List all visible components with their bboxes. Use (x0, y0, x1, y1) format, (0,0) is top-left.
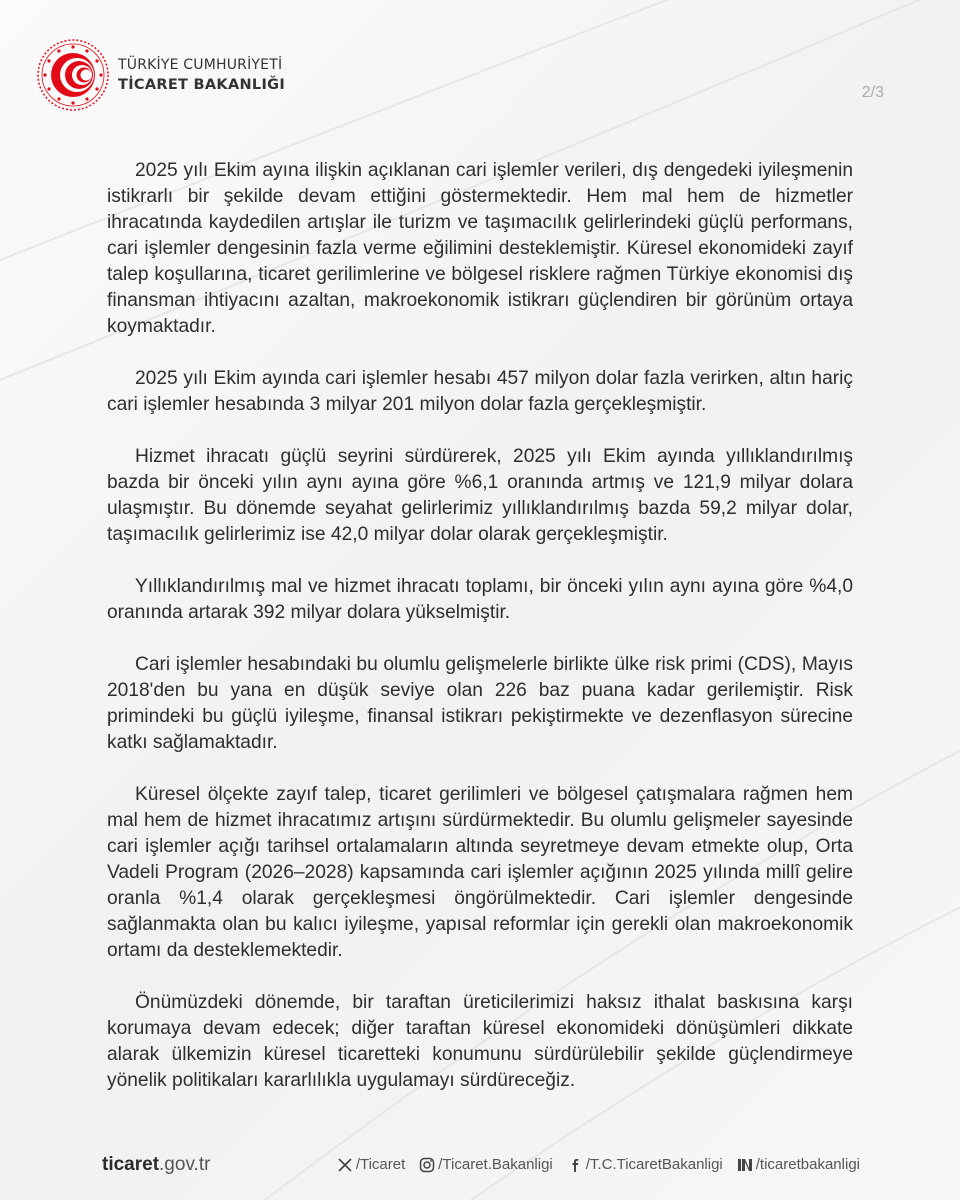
social-label: /T.C.TicaretBakanligi (585, 1156, 723, 1173)
paragraph: Yıllıklandırılmış mal ve hizmet ihracatı toplamı, bir önceki yılın aynı ayına göre %4,0 oranında artarak 392 milyar dolara yükselmiştir. (107, 576, 853, 623)
facebook-icon (567, 1157, 583, 1173)
site-name: ticaret (102, 1154, 160, 1175)
ministry-emblem-logo (36, 38, 110, 112)
org-line-1: TÜRKİYE CUMHURİYETİ (118, 57, 283, 73)
organization-name (118, 55, 285, 95)
social-x[interactable] (337, 1156, 405, 1173)
instagram-icon (419, 1157, 435, 1173)
paragraph: 2025 yılı Ekim ayında cari işlemler hesabı 457 milyon dolar fazla verirken, altın hariç cari işlemler hesabında 3 milyar 201 milyon dolar fazla gerçekleşmiştir. (107, 368, 853, 415)
social-label: /ticaretbakanligi (755, 1156, 860, 1173)
paragraph: 2025 yılı Ekim ayına ilişkin açıklanan cari işlemler verileri, dış dengedeki iyileşmenin istikrarlı bir şekilde devam ettiğini göstermektedir. Hem mal hem de hizmetler ihracatında kaydedilen artışlar ile turizm ve taşımacılık gelirlerindeki güçlü performans, cari işlemler dengesinin fazla verme eğilimini desteklemiştir. Küresel ekonomideki zayıf talep koşullarına, ticaret gerilimlerine ve bölgesel risklere rağmen Türkiye ekonomisi dış finansman ihtiyacını azaltan, makroekonomik istikrarı güçlendiren bir görünüm ortaya koymaktadır. (107, 160, 853, 337)
page-indicator: 2/3 (861, 84, 884, 101)
statement-body (107, 158, 853, 1120)
footer (102, 1154, 860, 1178)
social-instagram[interactable] (419, 1156, 553, 1173)
paragraph: Küresel ölçekte zayıf talep, ticaret gerilimleri ve bölgesel çatışmalara rağmen hem mal hem de hizmet ihracatımız artışını sürdürmektedir. Bu olumlu gelişmeler sayesinde cari işlemler açığı tarihsel ortalamaların altında seyretmeye devam etmekte olup, Orta Vadeli Program (2026–2028) kapsamında cari işlemler açığının 2025 yılında millî gelire oranla %1,4 olarak gerçekleşmesi öngörülmektedir. Cari işlemler dengesinde sağlanmakta olan bu kalıcı iyileşme, yapısal reformlar için gerekli olan makroekonomik ortamı da desteklemektedir. (107, 784, 853, 961)
social-facebook[interactable] (567, 1156, 723, 1173)
site-domain: .gov.tr (159, 1154, 211, 1175)
social-links (337, 1156, 860, 1173)
paragraph: Cari işlemler hesabındaki bu olumlu gelişmelerle birlikte ülke risk primi (CDS), Mayıs 2018'den bu yana en düşük seviye olan 226 baz puana kadar gerilemiştir. Risk primindeki bu güçlü iyileşme, finansal istikrarı pekiştirmekte ve dezenflasyon sürecine katkı sağlamaktadır. (107, 654, 853, 753)
social-label: /Ticaret.Bakanligi (438, 1156, 553, 1173)
x-icon (337, 1157, 353, 1173)
org-line-2: TİCARET BAKANLIĞI (118, 77, 286, 93)
paragraph: Önümüzdeki dönemde, bir taraftan üreticilerimizi haksız ithalat baskısına karşı korumaya devam edecek; diğer taraftan küresel ekonomideki dönüşümleri dikkate alarak ülkemizin küresel ticaretteki konumunu sürdürülebilir şekilde güçlendirmeye yönelik politikaları kararlılıkla uygulamayı sürdüreceğiz. (107, 992, 853, 1091)
website-link[interactable] (102, 1154, 210, 1176)
paragraph: Hizmet ihracatı güçlü seyrini sürdürerek, 2025 yılı Ekim ayında yıllıklandırılmış bazda bir önceki yılın aynı ayına göre %6,1 oranında artmış ve 121,9 milyar dolara ulaşmıştır. Bu dönemde seyahat gelirlerimiz yıllıklandırılmış bazda 59,2 milyar dolar, taşımacılık gelirlerimiz ise 42,0 milyar dolar olarak gerçekleşmiştir. (107, 446, 853, 545)
social-label: /Ticaret (355, 1156, 406, 1173)
nsosyal-icon (737, 1157, 753, 1173)
social-nsosyal[interactable] (737, 1156, 860, 1173)
